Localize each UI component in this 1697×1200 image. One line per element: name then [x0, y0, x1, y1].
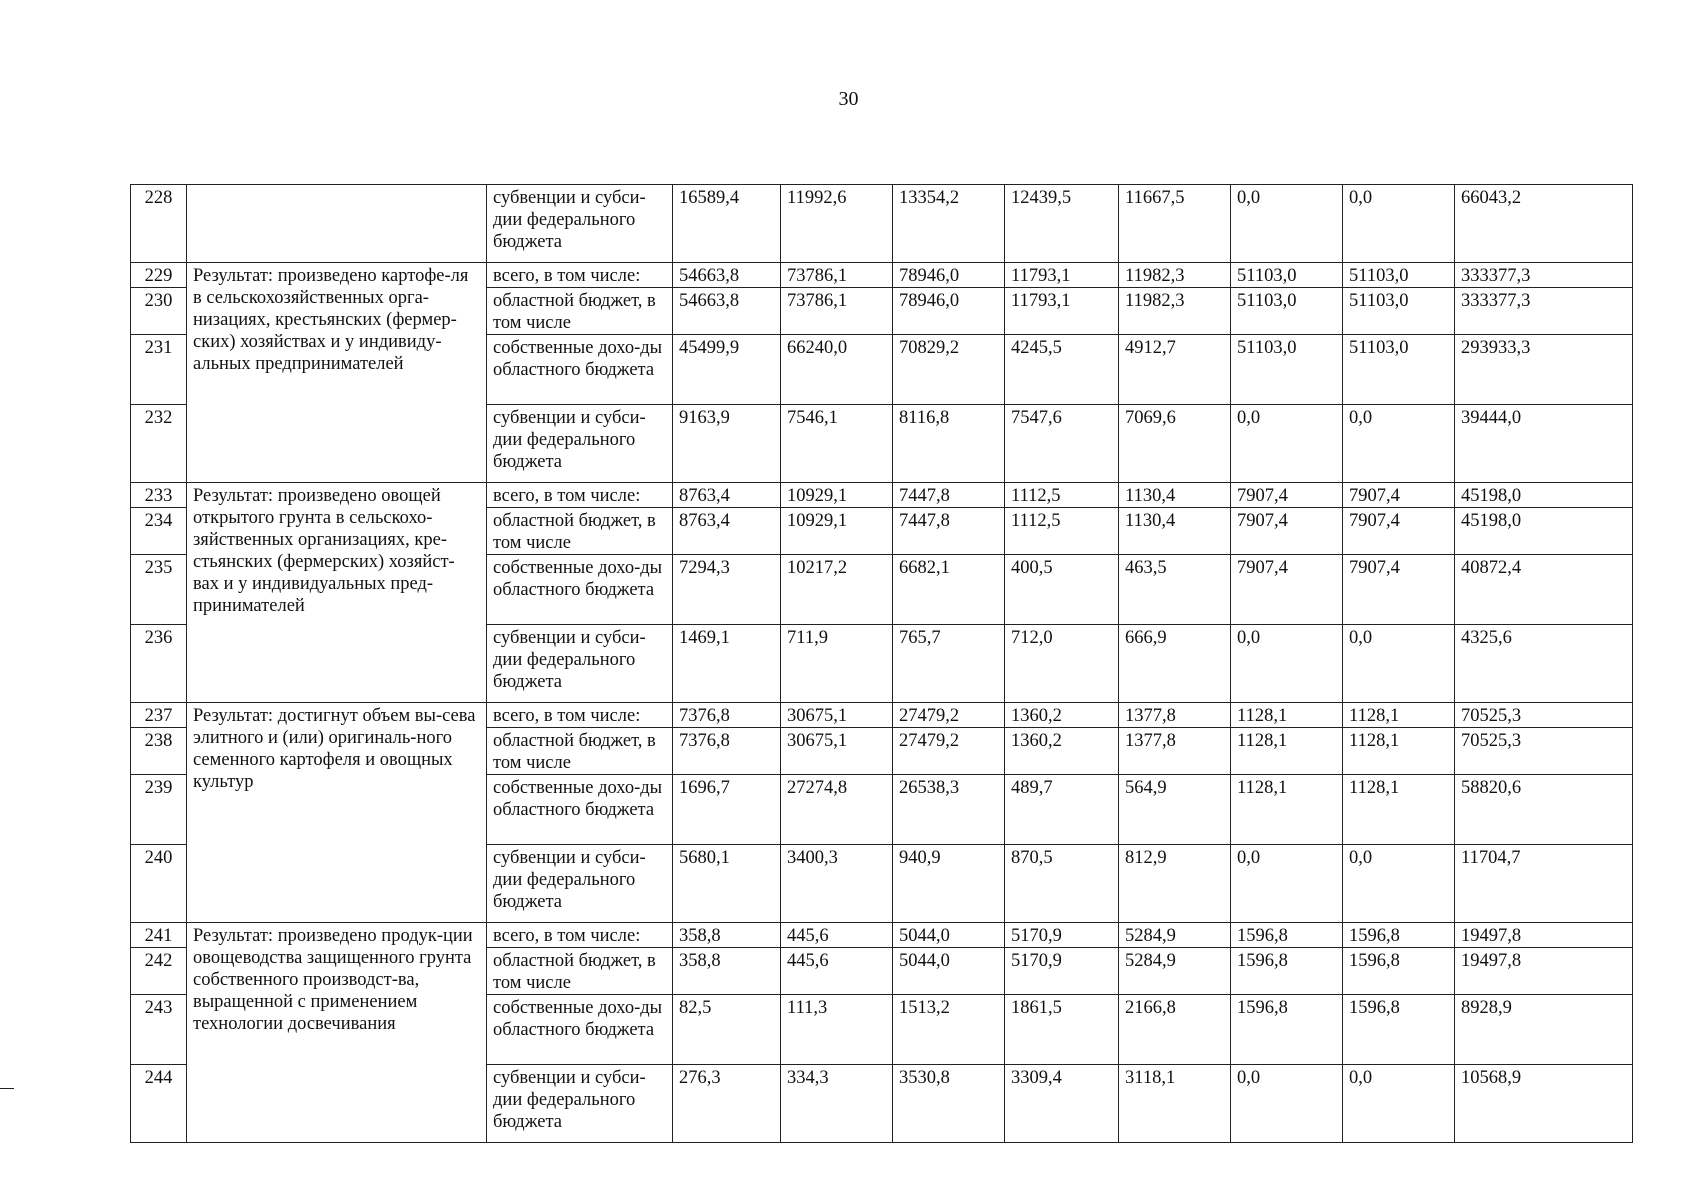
- total-value-cell: 293933,3: [1455, 335, 1633, 405]
- year-value-cell: 5044,0: [893, 948, 1005, 995]
- total-value-cell: 70525,3: [1455, 728, 1633, 775]
- row-number-cell: 237: [131, 703, 187, 728]
- total-value-cell: 45198,0: [1455, 508, 1633, 555]
- funding-source-cell: собственные дохо-ды областного бюджета: [487, 555, 673, 625]
- row-number-cell: 235: [131, 555, 187, 625]
- year-value-cell: 0,0: [1231, 625, 1343, 703]
- row-number-cell: 229: [131, 263, 187, 288]
- year-value-cell: 812,9: [1119, 845, 1231, 923]
- year-value-cell: 711,9: [781, 625, 893, 703]
- funding-source-cell: собственные дохо-ды областного бюджета: [487, 775, 673, 845]
- funding-source-cell: всего, в том числе:: [487, 923, 673, 948]
- year-value-cell: 1130,4: [1119, 508, 1231, 555]
- year-value-cell: 11793,1: [1005, 263, 1119, 288]
- year-value-cell: 51103,0: [1231, 335, 1343, 405]
- year-value-cell: 3530,8: [893, 1065, 1005, 1143]
- result-description-cell: Результат: произведено продук-ции овощеводства защищенного грунта собственного производст-ва, выращенной с применением технологии досвечивания: [187, 923, 487, 1143]
- budget-table: [130, 184, 1633, 1143]
- year-value-cell: 5284,9: [1119, 923, 1231, 948]
- year-value-cell: 51103,0: [1231, 263, 1343, 288]
- year-value-cell: 4912,7: [1119, 335, 1231, 405]
- year-value-cell: 940,9: [893, 845, 1005, 923]
- year-value-cell: 8763,4: [673, 483, 781, 508]
- year-value-cell: 27479,2: [893, 728, 1005, 775]
- year-value-cell: 54663,8: [673, 288, 781, 335]
- year-value-cell: 1596,8: [1343, 995, 1455, 1065]
- total-value-cell: 10568,9: [1455, 1065, 1633, 1143]
- row-number-cell: 243: [131, 995, 187, 1065]
- year-value-cell: 11667,5: [1119, 185, 1231, 263]
- row-number-cell: 241: [131, 923, 187, 948]
- year-value-cell: 6682,1: [893, 555, 1005, 625]
- total-value-cell: 58820,6: [1455, 775, 1633, 845]
- row-number-cell: 233: [131, 483, 187, 508]
- total-value-cell: 19497,8: [1455, 948, 1633, 995]
- funding-source-cell: субвенции и субси-дии федерального бюджета: [487, 1065, 673, 1143]
- year-value-cell: 5170,9: [1005, 948, 1119, 995]
- year-value-cell: 7907,4: [1231, 483, 1343, 508]
- margin-mark: [0, 1088, 14, 1089]
- year-value-cell: 51103,0: [1231, 288, 1343, 335]
- funding-source-cell: субвенции и субси-дии федерального бюджета: [487, 625, 673, 703]
- year-value-cell: 11982,3: [1119, 288, 1231, 335]
- year-value-cell: 7546,1: [781, 405, 893, 483]
- total-value-cell: 39444,0: [1455, 405, 1633, 483]
- total-value-cell: 45198,0: [1455, 483, 1633, 508]
- year-value-cell: 5284,9: [1119, 948, 1231, 995]
- funding-source-cell: всего, в том числе:: [487, 703, 673, 728]
- funding-source-cell: всего, в том числе:: [487, 263, 673, 288]
- year-value-cell: 1596,8: [1343, 948, 1455, 995]
- year-value-cell: 7907,4: [1343, 508, 1455, 555]
- year-value-cell: 1128,1: [1231, 775, 1343, 845]
- table-row: [131, 483, 1633, 508]
- total-value-cell: 70525,3: [1455, 703, 1633, 728]
- row-number-cell: 236: [131, 625, 187, 703]
- year-value-cell: 13354,2: [893, 185, 1005, 263]
- year-value-cell: 27479,2: [893, 703, 1005, 728]
- year-value-cell: 1513,2: [893, 995, 1005, 1065]
- year-value-cell: 26538,3: [893, 775, 1005, 845]
- year-value-cell: 358,8: [673, 923, 781, 948]
- year-value-cell: 0,0: [1343, 185, 1455, 263]
- table-row: [131, 923, 1633, 948]
- year-value-cell: 7907,4: [1343, 483, 1455, 508]
- row-number-cell: 232: [131, 405, 187, 483]
- row-number-cell: 234: [131, 508, 187, 555]
- year-value-cell: 0,0: [1343, 845, 1455, 923]
- year-value-cell: 10929,1: [781, 483, 893, 508]
- row-number-cell: 231: [131, 335, 187, 405]
- total-value-cell: 40872,4: [1455, 555, 1633, 625]
- year-value-cell: 5044,0: [893, 923, 1005, 948]
- row-number-cell: 230: [131, 288, 187, 335]
- year-value-cell: 7376,8: [673, 728, 781, 775]
- year-value-cell: 82,5: [673, 995, 781, 1065]
- row-number-cell: 244: [131, 1065, 187, 1143]
- year-value-cell: 1596,8: [1343, 923, 1455, 948]
- year-value-cell: 1130,4: [1119, 483, 1231, 508]
- year-value-cell: 463,5: [1119, 555, 1231, 625]
- year-value-cell: 11992,6: [781, 185, 893, 263]
- result-description-cell: Результат: достигнут объем вы-сева элитного и (или) оригиналь-ного семенного картофеля и овощных культур: [187, 703, 487, 923]
- page-number: 30: [838, 88, 859, 110]
- year-value-cell: 51103,0: [1343, 335, 1455, 405]
- year-value-cell: 11982,3: [1119, 263, 1231, 288]
- year-value-cell: 0,0: [1231, 185, 1343, 263]
- year-value-cell: 1360,2: [1005, 703, 1119, 728]
- year-value-cell: 78946,0: [893, 263, 1005, 288]
- year-value-cell: 1360,2: [1005, 728, 1119, 775]
- funding-source-cell: субвенции и субси-дии федерального бюджета: [487, 845, 673, 923]
- year-value-cell: 2166,8: [1119, 995, 1231, 1065]
- year-value-cell: 0,0: [1231, 1065, 1343, 1143]
- year-value-cell: 1128,1: [1343, 775, 1455, 845]
- year-value-cell: 7907,4: [1231, 555, 1343, 625]
- row-number-cell: 239: [131, 775, 187, 845]
- year-value-cell: 3400,3: [781, 845, 893, 923]
- row-number-cell: 228: [131, 185, 187, 263]
- year-value-cell: 1696,7: [673, 775, 781, 845]
- result-description-cell: Результат: произведено овощей открытого грунта в сельскохо-зяйственных организациях, кре-стьянских (фермерских) хозяйст-вах и у индивидуальных пред-принимателей: [187, 483, 487, 703]
- year-value-cell: 3118,1: [1119, 1065, 1231, 1143]
- year-value-cell: 445,6: [781, 948, 893, 995]
- result-description-cell: [187, 185, 487, 263]
- year-value-cell: 0,0: [1343, 625, 1455, 703]
- budget-table-body: [131, 185, 1633, 1143]
- year-value-cell: 11793,1: [1005, 288, 1119, 335]
- year-value-cell: 111,3: [781, 995, 893, 1065]
- funding-source-cell: областной бюджет, в том числе: [487, 508, 673, 555]
- year-value-cell: 0,0: [1343, 1065, 1455, 1143]
- year-value-cell: 7907,4: [1343, 555, 1455, 625]
- year-value-cell: 666,9: [1119, 625, 1231, 703]
- funding-source-cell: субвенции и субси-дии федерального бюджета: [487, 405, 673, 483]
- year-value-cell: 5170,9: [1005, 923, 1119, 948]
- year-value-cell: 564,9: [1119, 775, 1231, 845]
- year-value-cell: 78946,0: [893, 288, 1005, 335]
- year-value-cell: 3309,4: [1005, 1065, 1119, 1143]
- year-value-cell: 0,0: [1343, 405, 1455, 483]
- year-value-cell: 8763,4: [673, 508, 781, 555]
- funding-source-cell: областной бюджет, в том числе: [487, 728, 673, 775]
- year-value-cell: 27274,8: [781, 775, 893, 845]
- funding-source-cell: собственные дохо-ды областного бюджета: [487, 995, 673, 1065]
- total-value-cell: 4325,6: [1455, 625, 1633, 703]
- year-value-cell: 1596,8: [1231, 995, 1343, 1065]
- year-value-cell: 334,3: [781, 1065, 893, 1143]
- year-value-cell: 765,7: [893, 625, 1005, 703]
- row-number-cell: 238: [131, 728, 187, 775]
- year-value-cell: 73786,1: [781, 263, 893, 288]
- year-value-cell: 1128,1: [1231, 703, 1343, 728]
- total-value-cell: 333377,3: [1455, 263, 1633, 288]
- row-number-cell: 240: [131, 845, 187, 923]
- total-value-cell: 19497,8: [1455, 923, 1633, 948]
- year-value-cell: 400,5: [1005, 555, 1119, 625]
- table-row: [131, 703, 1633, 728]
- year-value-cell: 16589,4: [673, 185, 781, 263]
- year-value-cell: 70829,2: [893, 335, 1005, 405]
- year-value-cell: 45499,9: [673, 335, 781, 405]
- year-value-cell: 51103,0: [1343, 263, 1455, 288]
- year-value-cell: 7376,8: [673, 703, 781, 728]
- funding-source-cell: субвенции и субси-дии федерального бюджета: [487, 185, 673, 263]
- year-value-cell: 66240,0: [781, 335, 893, 405]
- year-value-cell: 0,0: [1231, 405, 1343, 483]
- year-value-cell: 9163,9: [673, 405, 781, 483]
- funding-source-cell: собственные дохо-ды областного бюджета: [487, 335, 673, 405]
- year-value-cell: 358,8: [673, 948, 781, 995]
- table-row: [131, 185, 1633, 263]
- year-value-cell: 51103,0: [1343, 288, 1455, 335]
- year-value-cell: 445,6: [781, 923, 893, 948]
- year-value-cell: 0,0: [1231, 845, 1343, 923]
- year-value-cell: 10929,1: [781, 508, 893, 555]
- year-value-cell: 1112,5: [1005, 508, 1119, 555]
- funding-source-cell: всего, в том числе:: [487, 483, 673, 508]
- year-value-cell: 7069,6: [1119, 405, 1231, 483]
- year-value-cell: 1861,5: [1005, 995, 1119, 1065]
- year-value-cell: 7447,8: [893, 483, 1005, 508]
- year-value-cell: 4245,5: [1005, 335, 1119, 405]
- year-value-cell: 7294,3: [673, 555, 781, 625]
- year-value-cell: 1596,8: [1231, 923, 1343, 948]
- table-row: [131, 263, 1633, 288]
- year-value-cell: 30675,1: [781, 703, 893, 728]
- year-value-cell: 1112,5: [1005, 483, 1119, 508]
- year-value-cell: 5680,1: [673, 845, 781, 923]
- year-value-cell: 712,0: [1005, 625, 1119, 703]
- year-value-cell: 73786,1: [781, 288, 893, 335]
- year-value-cell: 7547,6: [1005, 405, 1119, 483]
- total-value-cell: 11704,7: [1455, 845, 1633, 923]
- year-value-cell: 1128,1: [1343, 728, 1455, 775]
- year-value-cell: 8116,8: [893, 405, 1005, 483]
- total-value-cell: 8928,9: [1455, 995, 1633, 1065]
- funding-source-cell: областной бюджет, в том числе: [487, 288, 673, 335]
- year-value-cell: 7907,4: [1231, 508, 1343, 555]
- year-value-cell: 54663,8: [673, 263, 781, 288]
- total-value-cell: 333377,3: [1455, 288, 1633, 335]
- year-value-cell: 1128,1: [1231, 728, 1343, 775]
- year-value-cell: 1377,8: [1119, 703, 1231, 728]
- year-value-cell: 1469,1: [673, 625, 781, 703]
- year-value-cell: 1128,1: [1343, 703, 1455, 728]
- year-value-cell: 489,7: [1005, 775, 1119, 845]
- year-value-cell: 1377,8: [1119, 728, 1231, 775]
- year-value-cell: 870,5: [1005, 845, 1119, 923]
- funding-source-cell: областной бюджет, в том числе: [487, 948, 673, 995]
- year-value-cell: 1596,8: [1231, 948, 1343, 995]
- year-value-cell: 30675,1: [781, 728, 893, 775]
- year-value-cell: 12439,5: [1005, 185, 1119, 263]
- year-value-cell: 7447,8: [893, 508, 1005, 555]
- year-value-cell: 276,3: [673, 1065, 781, 1143]
- row-number-cell: 242: [131, 948, 187, 995]
- result-description-cell: Результат: произведено картофе-ля в сельскохозяйственных орга-низациях, крестьянских (фермер-ских) хозяйствах и у индивиду-альных предпринимателей: [187, 263, 487, 483]
- total-value-cell: 66043,2: [1455, 185, 1633, 263]
- year-value-cell: 10217,2: [781, 555, 893, 625]
